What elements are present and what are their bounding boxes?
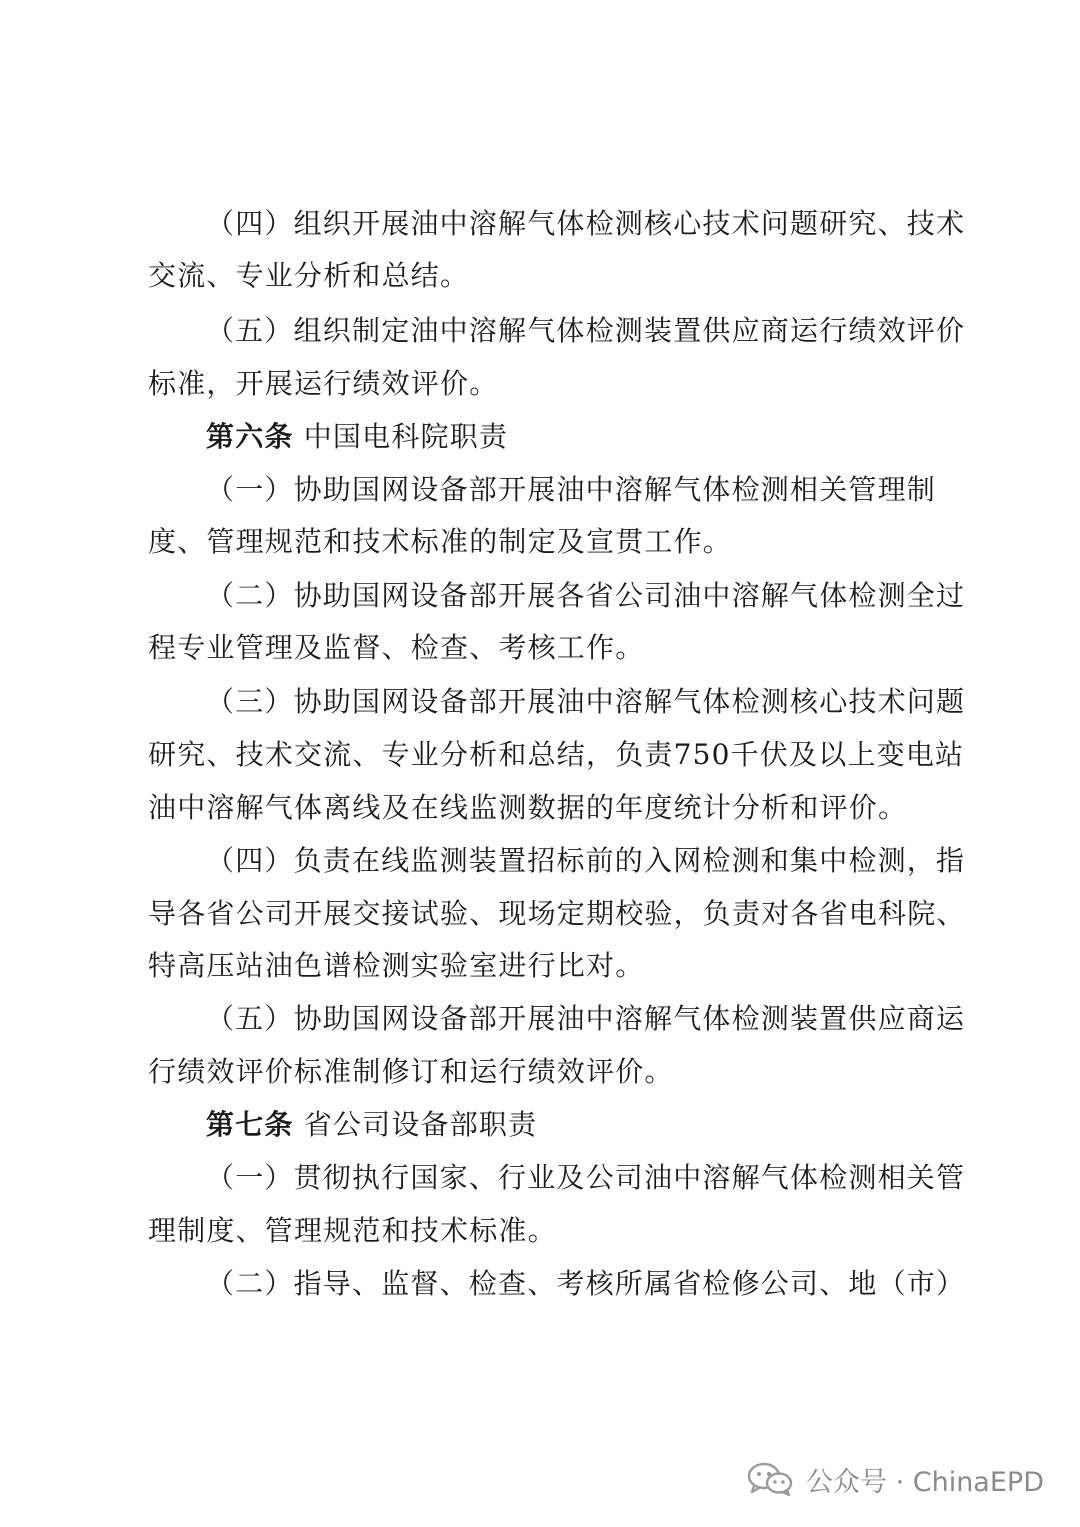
article-heading — [206, 1105, 537, 1145]
paragraph-line: （四）组织开展油中溶解气体检测核心技术问题研究、技术 — [206, 207, 966, 240]
article-heading — [206, 417, 508, 457]
article-title: 中国电科院职责 — [303, 420, 509, 453]
paragraph-line: 程专业管理及监督、检查、考核工作。 — [148, 631, 645, 664]
paragraph-line: 油中溶解气体离线及在线监测数据的年度统计分析和评价。 — [148, 791, 908, 824]
paragraph-line: 特高压站油色谱检测实验室进行比对。 — [148, 949, 645, 982]
watermark — [746, 1459, 1044, 1499]
paragraph-line: 研究、技术交流、专业分析和总结，负责750千伏及以上变电站 — [148, 738, 965, 771]
wechat-icon — [746, 1462, 794, 1496]
watermark-text: 公众号 · ChinaEPD — [805, 1466, 1044, 1498]
paragraph-line: 行绩效评价标准制修订和运行绩效评价。 — [148, 1055, 674, 1088]
paragraph-line: （一）协助国网设备部开展油中溶解气体检测相关管理制 — [206, 473, 937, 506]
paragraph-line: 理制度、管理规范和技术标准。 — [148, 1214, 557, 1247]
paragraph-line: （二）协助国网设备部开展各省公司油中溶解气体检测全过 — [206, 579, 966, 612]
paragraph-line: 交流、专业分析和总结。 — [148, 259, 470, 292]
paragraph-line: （一）贯彻执行国家、行业及公司油中溶解气体检测相关管 — [206, 1161, 966, 1194]
paragraph-line: 导各省公司开展交接试验、现场定期校验，负责对各省电科院、 — [148, 897, 966, 930]
paragraph-line: （五）协助国网设备部开展油中溶解气体检测装置供应商运 — [206, 1002, 966, 1035]
paragraph-line: （五）组织制定油中溶解气体检测装置供应商运行绩效评价 — [206, 314, 966, 347]
article-number: 第七条 — [206, 1108, 294, 1141]
paragraph-line: （三）协助国网设备部开展油中溶解气体检测核心技术问题 — [206, 685, 966, 718]
paragraph-line: 标准，开展运行绩效评价。 — [148, 367, 499, 400]
article-title: 省公司设备部职责 — [303, 1108, 538, 1141]
paragraph-line: （二）指导、监督、检查、考核所属省检修公司、地（市） — [206, 1267, 966, 1300]
article-number: 第六条 — [206, 420, 294, 453]
paragraph-line: 度、管理规范和技术标准的制定及宣贯工作。 — [148, 525, 733, 558]
paragraph-line: （四）负责在线监测装置招标前的入网检测和集中检测，指 — [206, 844, 966, 877]
